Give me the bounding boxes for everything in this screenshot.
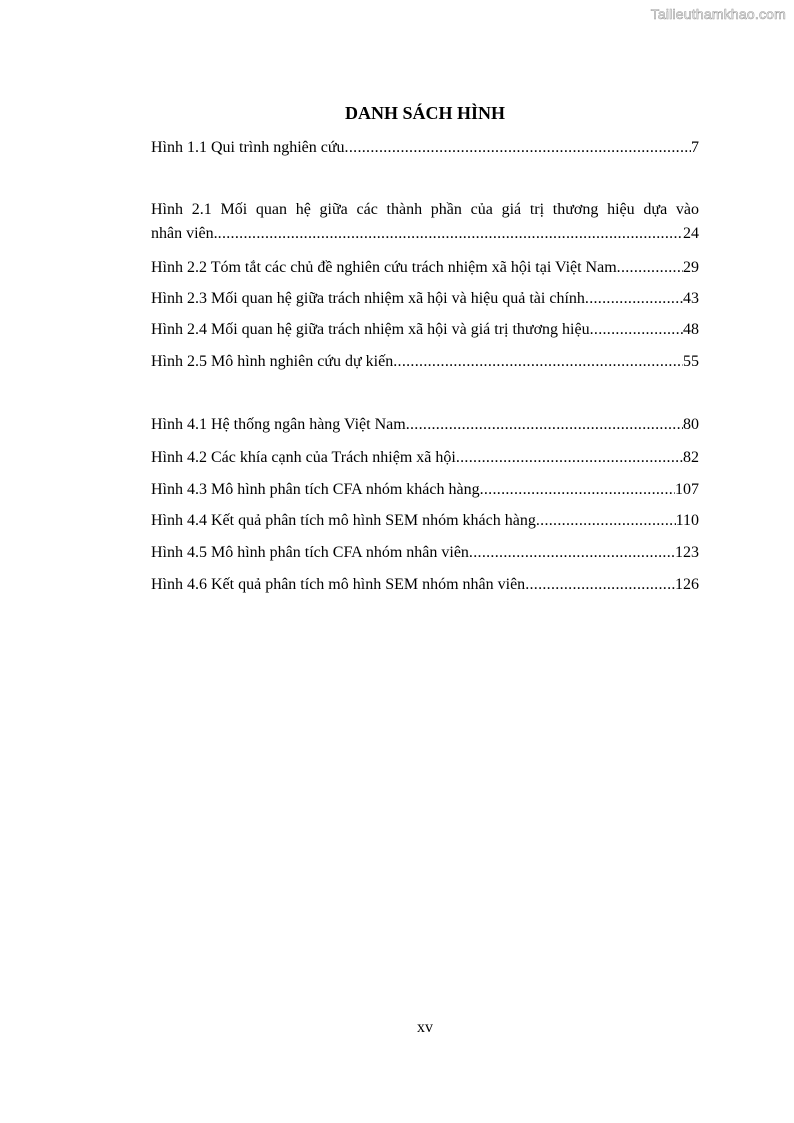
entry-text-line1: Hình 2.1 Mối quan hệ giữa các thành phần của giá trị thương hiệu dựa vào: [151, 201, 699, 218]
entry-text: Hình 2.5 Mô hình nghiên cứu dự kiến: [151, 353, 394, 370]
dot-leader: [585, 289, 683, 309]
entry-text: Hình 4.5 Mô hình phân tích CFA nhóm nhân viên: [151, 544, 469, 561]
entry-page: 80: [683, 416, 699, 433]
entry-text: Hình 4.6 Kết quả phân tích mô hình SEM nhóm nhân viên: [151, 576, 526, 593]
entry-page: 107: [675, 481, 699, 498]
entry-page: 24: [683, 225, 699, 242]
entry-page: 126: [675, 576, 699, 593]
list-item: [151, 200, 699, 244]
entry-text: nhân viên.: [151, 225, 218, 242]
entry-page: 43: [683, 290, 699, 307]
entry-page: 7: [691, 139, 699, 156]
entry-text: Hình 2.2 Tóm tắt các chủ đề nghiên cứu trách nhiệm xã hội tại Việt Nam: [151, 259, 617, 276]
dot-leader: [393, 352, 683, 372]
page-title: DANH SÁCH HÌNH: [344, 103, 505, 123]
entry-text: Hình 4.1 Hệ thống ngân hàng Việt Nam: [151, 416, 406, 433]
watermark: Tailieuthamkhao.com: [650, 6, 786, 22]
list-item: [151, 258, 699, 278]
entry-text: Hình 4.4 Kết quả phân tích mô hình SEM nhóm khách hàng: [151, 512, 536, 529]
dot-leader: [525, 575, 675, 595]
entry-page: 82: [683, 449, 699, 466]
entry-page: 110: [675, 512, 699, 529]
entry-page: 123: [675, 544, 699, 561]
list-item: [151, 289, 699, 309]
list-item: [151, 575, 699, 595]
list-item: [151, 543, 699, 563]
entry-page: 48: [683, 321, 699, 338]
dot-leader: [456, 448, 683, 468]
entry-page: 29: [683, 259, 699, 276]
entry-text: Hình 4.2 Các khía cạnh của Trách nhiệm xã hội: [151, 449, 456, 466]
list-item: [151, 415, 699, 435]
dot-leader: [469, 543, 675, 563]
list-item: [151, 320, 699, 340]
list-item: [151, 511, 699, 531]
page-number: xv: [417, 1019, 433, 1036]
entry-text: Hình 1.1 Qui trình nghiên cứu: [151, 139, 345, 156]
list-item: [151, 138, 699, 158]
dot-leader: [617, 258, 683, 278]
entry-page: 55: [683, 353, 699, 370]
list-item: [151, 352, 699, 372]
dot-leader: [590, 320, 683, 340]
dot-leader: [480, 480, 675, 500]
dot-leader: [536, 511, 676, 531]
dot-leader: [406, 415, 683, 435]
dot-leader: [218, 224, 683, 244]
list-item: [151, 480, 699, 500]
entry-text: Hình 4.3 Mô hình phân tích CFA nhóm khách hàng: [151, 481, 480, 498]
entry-text: Hình 2.3 Mối quan hệ giữa trách nhiệm xã hội và hiệu quả tài chính: [151, 290, 585, 307]
dot-leader: [345, 138, 691, 158]
list-item: [151, 448, 699, 468]
entry-text: Hình 2.4 Mối quan hệ giữa trách nhiệm xã hội và giá trị thương hiệu: [151, 321, 590, 338]
